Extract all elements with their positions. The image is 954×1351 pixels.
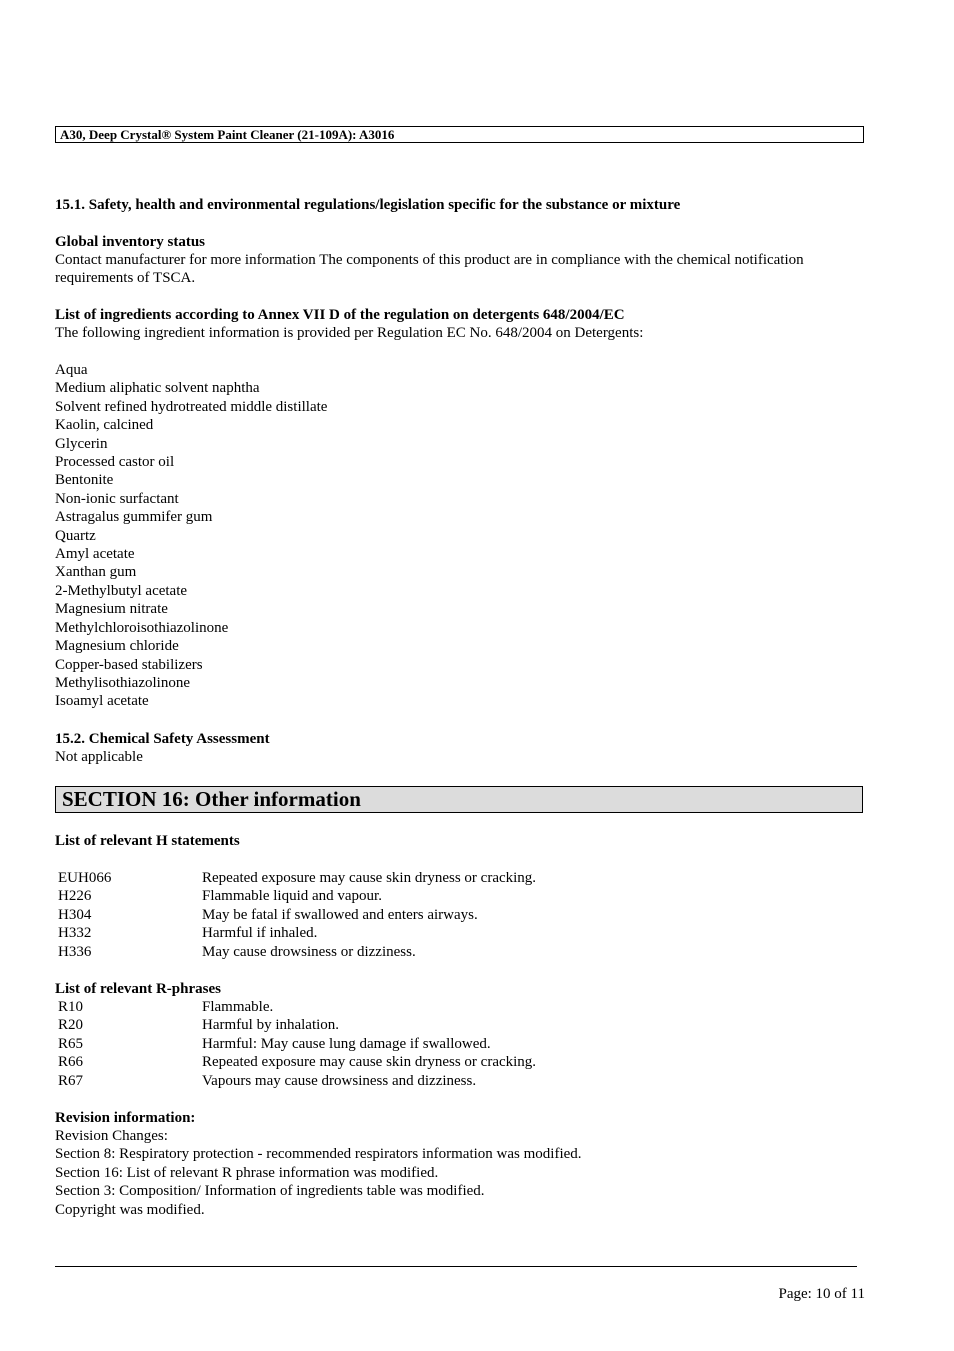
ingredient-item: Bentonite — [55, 472, 114, 489]
h-statement-code: H336 — [58, 943, 92, 960]
h-statement-row — [0, 887, 954, 905]
h-statement-text: Harmful if inhaled. — [202, 925, 318, 942]
r-phrase-row — [0, 1053, 954, 1071]
ingredient-item: Aqua — [55, 362, 88, 378]
r-phrase-row — [0, 998, 954, 1016]
r-phrase-code: R10 — [58, 999, 84, 1015]
page-number: Page: 10 of 11 — [778, 1286, 865, 1302]
h-statement-row — [0, 906, 954, 924]
ingredient-list — [55, 361, 327, 711]
h-statement-text: Repeated exposure may cause skin dryness or cracking. — [202, 870, 537, 886]
revision-line: Section 16: List of relevant R phrase information was modified. — [55, 1164, 439, 1181]
r-phrases-heading: List of relevant R-phrases — [55, 981, 221, 997]
r-phrase-text: Harmful by inhalation. — [202, 1017, 340, 1034]
r-phrase-row — [0, 1035, 954, 1053]
revision-list — [55, 1127, 582, 1219]
ingredient-item: Xanthan gum — [55, 564, 137, 581]
global-inventory-line-1: Contact manufacturer for more information The components of this product are in compliance with the chemical notification — [55, 252, 804, 268]
ingredient-item: Processed castor oil — [55, 454, 175, 471]
section-16-title: SECTION 16: Other information — [55, 786, 863, 813]
r-phrase-code: R65 — [58, 1035, 84, 1052]
ingredient-item: Glycerin — [55, 435, 108, 452]
footer-divider — [55, 1266, 857, 1267]
section-15-2-heading: 15.2. Chemical Safety Assessment — [55, 731, 270, 747]
ingredient-item: Solvent refined hydrotreated middle distillate — [55, 398, 328, 415]
h-statement-code: H226 — [58, 888, 92, 905]
h-statement-text: May cause drowsiness or dizziness. — [202, 943, 416, 960]
global-inventory-heading: Global inventory status — [55, 234, 206, 250]
ingredient-item: Methylchloroisothiazolinone — [55, 619, 229, 636]
r-phrase-text: Flammable. — [202, 999, 274, 1015]
product-header: A30, Deep Crystal® System Paint Cleaner (21-109A): A3016 — [55, 126, 864, 143]
ingredient-item: Methylisothiazolinone — [55, 674, 190, 691]
r-phrase-code: R66 — [58, 1054, 84, 1071]
revision-heading: Revision information: — [55, 1110, 196, 1126]
ingredient-item: Astragalus gummifer gum — [55, 509, 213, 526]
h-statement-code: EUH066 — [58, 870, 112, 886]
r-phrase-text: Harmful: May cause lung damage if swallowed. — [202, 1035, 491, 1052]
ingredient-item: Medium aliphatic solvent naphtha — [55, 380, 260, 397]
h-statement-code: H332 — [58, 925, 92, 942]
h-statement-row — [0, 869, 954, 887]
revision-line: Copyright was modified. — [55, 1201, 205, 1218]
r-phrase-text: Repeated exposure may cause skin dryness or cracking. — [202, 1054, 537, 1071]
revision-line: Revision Changes: — [55, 1128, 168, 1144]
section-15-2-text: Not applicable — [55, 749, 143, 765]
ingredient-item: 2-Methylbutyl acetate — [55, 582, 188, 599]
ingredient-item: Isoamyl acetate — [55, 693, 149, 710]
global-inventory-line-2: requirements of TSCA. — [55, 270, 196, 286]
h-statement-code: H304 — [58, 906, 92, 923]
h-statement-row — [0, 943, 954, 961]
section-15-1-heading: 15.1. Safety, health and environmental regulations/legislation specific for the substance or mixture — [55, 197, 681, 213]
r-phrase-code: R67 — [58, 1072, 84, 1089]
r-phrase-text: Vapours may cause drowsiness and dizziness. — [202, 1072, 477, 1089]
ingredient-item: Amyl acetate — [55, 546, 135, 563]
r-phrase-row — [0, 1072, 954, 1090]
h-statements-heading: List of relevant H statements — [55, 833, 240, 849]
r-phrase-row — [0, 1016, 954, 1034]
ingredient-item: Copper-based stabilizers — [55, 656, 203, 673]
ingredient-item: Magnesium chloride — [55, 638, 179, 655]
ingredient-item: Quartz — [55, 527, 96, 544]
ingredient-item: Non-ionic surfactant — [55, 490, 179, 507]
annex-heading: List of ingredients according to Annex VII D of the regulation on detergents 648/2004/EC — [55, 307, 625, 323]
revision-line: Section 3: Composition/ Information of ingredients table was modified. — [55, 1183, 485, 1200]
h-statement-text: May be fatal if swallowed and enters airways. — [202, 906, 478, 923]
ingredient-item: Kaolin, calcined — [55, 417, 154, 434]
h-statement-row — [0, 924, 954, 942]
revision-line: Section 8: Respiratory protection - recommended respirators information was modified. — [55, 1146, 582, 1163]
ingredient-item: Magnesium nitrate — [55, 601, 168, 618]
h-statement-text: Flammable liquid and vapour. — [202, 888, 382, 905]
annex-text: The following ingredient information is provided per Regulation EC No. 648/2004 on Detergents: — [55, 325, 644, 341]
r-phrase-code: R20 — [58, 1017, 84, 1034]
